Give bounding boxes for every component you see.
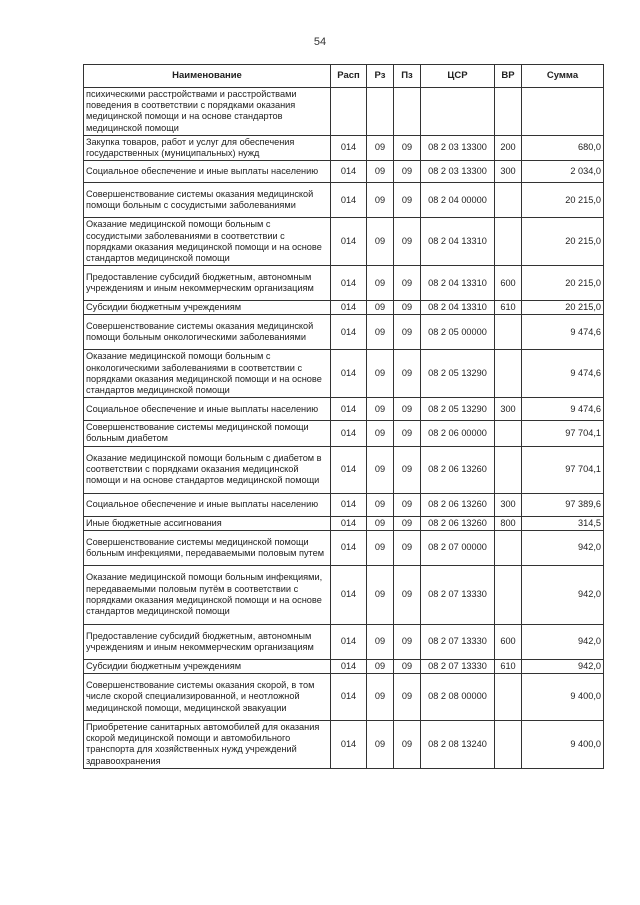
cell-name: Оказание медицинской помощи больным с сосудистыми заболеваниями в соответствии с порядками оказания медицинской помощи и на основе стандартов медицинской помощи [84, 218, 331, 266]
cell-pz: 09 [394, 565, 421, 624]
cell-rz: 09 [367, 721, 394, 769]
budget-table [83, 64, 604, 769]
cell-pz: 09 [394, 218, 421, 266]
cell-rz: 09 [367, 674, 394, 721]
cell-pz: 09 [394, 398, 421, 421]
cell-rasp: 014 [331, 135, 367, 160]
cell-pz: 09 [394, 493, 421, 516]
cell-name: Иные бюджетные ассигнования [84, 516, 331, 530]
cell-name: Предоставление субсидий бюджетным, автономным учреждениям и иным некоммерческим организациям [84, 266, 331, 301]
header-rasp: Расп [331, 65, 367, 88]
cell-sum: 20 215,0 [522, 266, 604, 301]
cell-csr: 08 2 08 00000 [421, 674, 495, 721]
cell-rz: 09 [367, 161, 394, 183]
header-name: Наименование [84, 65, 331, 88]
cell-pz: 09 [394, 161, 421, 183]
header-vr: ВР [495, 65, 522, 88]
table-row [84, 183, 604, 218]
cell-rasp: 014 [331, 161, 367, 183]
table-body [84, 88, 604, 769]
cell-csr: 08 2 06 13260 [421, 446, 495, 493]
table-row [84, 721, 604, 769]
cell-vr [495, 350, 522, 398]
cell-pz: 09 [394, 315, 421, 350]
cell-pz: 09 [394, 516, 421, 530]
cell-sum: 9 400,0 [522, 721, 604, 769]
cell-rasp: 014 [331, 721, 367, 769]
cell-name: Оказание медицинской помощи больным с диабетом в соответствии с порядками оказания медицинской помощи и на основе стандартов медицинской помощи [84, 446, 331, 493]
table-header-row [84, 65, 604, 88]
cell-name: Совершенствование системы медицинской помощи больным диабетом [84, 421, 331, 446]
cell-vr: 200 [495, 135, 522, 160]
cell-sum: 942,0 [522, 624, 604, 659]
cell-rz: 09 [367, 516, 394, 530]
cell-csr: 08 2 04 13310 [421, 266, 495, 301]
cell-pz: 09 [394, 624, 421, 659]
header-pz: Пз [394, 65, 421, 88]
cell-csr: 08 2 07 13330 [421, 624, 495, 659]
table-row [84, 135, 604, 160]
table-row [84, 516, 604, 530]
cell-rz: 09 [367, 350, 394, 398]
cell-pz: 09 [394, 659, 421, 673]
cell-pz: 09 [394, 135, 421, 160]
table-row [84, 266, 604, 301]
cell-pz: 09 [394, 183, 421, 218]
cell-rasp: 014 [331, 530, 367, 565]
cell-name: Субсидии бюджетным учреждениям [84, 659, 331, 673]
cell-sum: 9 400,0 [522, 674, 604, 721]
cell-name: психическими расстройствами и расстройствами поведения в соответствии с порядками оказания медицинской помощи и на основе стандартов медицинской помощи [84, 88, 331, 136]
table-row [84, 88, 604, 136]
cell-rasp: 014 [331, 301, 367, 315]
cell-vr [495, 530, 522, 565]
cell-rz: 09 [367, 301, 394, 315]
cell-rz: 09 [367, 565, 394, 624]
cell-rasp: 014 [331, 398, 367, 421]
cell-sum: 97 704,1 [522, 421, 604, 446]
cell-rasp: 014 [331, 516, 367, 530]
cell-csr: 08 2 08 13240 [421, 721, 495, 769]
cell-vr: 600 [495, 266, 522, 301]
cell-csr: 08 2 04 13310 [421, 218, 495, 266]
cell-rasp [331, 88, 367, 136]
cell-rz: 09 [367, 624, 394, 659]
cell-sum [522, 88, 604, 136]
cell-csr: 08 2 03 13300 [421, 161, 495, 183]
cell-pz: 09 [394, 266, 421, 301]
cell-name: Совершенствование системы оказания медицинской помощи больным онкологическими заболеваниями [84, 315, 331, 350]
table-row [84, 315, 604, 350]
cell-name: Субсидии бюджетным учреждениям [84, 301, 331, 315]
cell-name: Социальное обеспечение и иные выплаты населению [84, 493, 331, 516]
cell-rasp: 014 [331, 446, 367, 493]
cell-name: Социальное обеспечение и иные выплаты населению [84, 161, 331, 183]
cell-csr: 08 2 05 13290 [421, 398, 495, 421]
cell-rz: 09 [367, 446, 394, 493]
cell-csr: 08 2 04 13310 [421, 301, 495, 315]
cell-rz: 09 [367, 530, 394, 565]
cell-sum: 942,0 [522, 530, 604, 565]
cell-rasp: 014 [331, 421, 367, 446]
cell-name: Совершенствование системы оказания скорой, в том числе скорой специализированной, и неотложной медицинской помощи, медицинской эвакуации [84, 674, 331, 721]
cell-sum: 942,0 [522, 565, 604, 624]
cell-csr: 08 2 05 13290 [421, 350, 495, 398]
cell-pz: 09 [394, 350, 421, 398]
cell-vr [495, 565, 522, 624]
cell-rz: 09 [367, 266, 394, 301]
cell-vr [495, 315, 522, 350]
cell-pz: 09 [394, 721, 421, 769]
cell-sum: 97 704,1 [522, 446, 604, 493]
cell-sum: 97 389,6 [522, 493, 604, 516]
table-row [84, 350, 604, 398]
cell-vr: 600 [495, 624, 522, 659]
cell-csr: 08 2 03 13300 [421, 135, 495, 160]
cell-name: Оказание медицинской помощи больным инфекциями, передаваемыми половым путём в соответствии с порядками оказания медицинской помощи и на основе стандартов медицинской помощи [84, 565, 331, 624]
table-row [84, 398, 604, 421]
cell-vr: 300 [495, 398, 522, 421]
cell-vr: 610 [495, 659, 522, 673]
cell-vr [495, 88, 522, 136]
cell-sum: 2 034,0 [522, 161, 604, 183]
cell-vr [495, 446, 522, 493]
header-sum: Сумма [522, 65, 604, 88]
cell-rasp: 014 [331, 266, 367, 301]
page-number: 54 [313, 36, 327, 48]
cell-name: Приобретение санитарных автомобилей для оказания скорой медицинской помощи и автомобильного транспорта для хозяйственных нужд учреждений здравоохранения [84, 721, 331, 769]
cell-vr: 800 [495, 516, 522, 530]
header-csr: ЦСР [421, 65, 495, 88]
cell-sum: 20 215,0 [522, 183, 604, 218]
cell-rz: 09 [367, 659, 394, 673]
cell-sum: 9 474,6 [522, 398, 604, 421]
cell-rasp: 014 [331, 493, 367, 516]
cell-rz [367, 88, 394, 136]
table-row [84, 301, 604, 315]
cell-vr [495, 721, 522, 769]
cell-csr: 08 2 07 13330 [421, 659, 495, 673]
cell-vr: 610 [495, 301, 522, 315]
cell-rasp: 014 [331, 565, 367, 624]
cell-pz: 09 [394, 530, 421, 565]
table-row [84, 624, 604, 659]
cell-pz: 09 [394, 301, 421, 315]
cell-rz: 09 [367, 493, 394, 516]
cell-name: Закупка товаров, работ и услуг для обеспечения государственных (муниципальных) нужд [84, 135, 331, 160]
cell-rz: 09 [367, 398, 394, 421]
table-row [84, 530, 604, 565]
cell-csr: 08 2 07 00000 [421, 530, 495, 565]
cell-name: Социальное обеспечение и иные выплаты населению [84, 398, 331, 421]
cell-sum: 314,5 [522, 516, 604, 530]
cell-name: Оказание медицинской помощи больным с онкологическими заболеваниями в соответствии с порядками оказания медицинской помощи и на основе стандартов медицинской помощи [84, 350, 331, 398]
cell-vr [495, 218, 522, 266]
table-row [84, 421, 604, 446]
cell-sum: 9 474,6 [522, 315, 604, 350]
cell-vr [495, 421, 522, 446]
cell-rz: 09 [367, 183, 394, 218]
cell-sum: 942,0 [522, 659, 604, 673]
cell-csr: 08 2 06 00000 [421, 421, 495, 446]
cell-name: Совершенствование системы оказания медицинской помощи больным с сосудистыми заболеваниями [84, 183, 331, 218]
cell-rz: 09 [367, 315, 394, 350]
cell-name: Предоставление субсидий бюджетным, автономным учреждениям и иным некоммерческим организациям [84, 624, 331, 659]
cell-csr: 08 2 07 13330 [421, 565, 495, 624]
table-row [84, 161, 604, 183]
cell-rasp: 014 [331, 183, 367, 218]
cell-rz: 09 [367, 421, 394, 446]
cell-pz: 09 [394, 446, 421, 493]
cell-csr: 08 2 06 13260 [421, 493, 495, 516]
cell-name: Совершенствование системы медицинской помощи больным инфекциями, передаваемыми половым путем [84, 530, 331, 565]
cell-csr: 08 2 05 00000 [421, 315, 495, 350]
table-row [84, 565, 604, 624]
cell-rasp: 014 [331, 315, 367, 350]
cell-csr: 08 2 04 00000 [421, 183, 495, 218]
cell-sum: 20 215,0 [522, 301, 604, 315]
cell-rasp: 014 [331, 350, 367, 398]
cell-rasp: 014 [331, 674, 367, 721]
header-rz: Рз [367, 65, 394, 88]
cell-pz [394, 88, 421, 136]
table-row [84, 493, 604, 516]
cell-pz: 09 [394, 421, 421, 446]
cell-sum: 20 215,0 [522, 218, 604, 266]
cell-csr [421, 88, 495, 136]
cell-vr: 300 [495, 493, 522, 516]
cell-csr: 08 2 06 13260 [421, 516, 495, 530]
cell-rasp: 014 [331, 659, 367, 673]
cell-vr [495, 183, 522, 218]
cell-rasp: 014 [331, 624, 367, 659]
cell-rz: 09 [367, 135, 394, 160]
cell-rz: 09 [367, 218, 394, 266]
cell-sum: 9 474,6 [522, 350, 604, 398]
cell-sum: 680,0 [522, 135, 604, 160]
table-row [84, 674, 604, 721]
table-row [84, 446, 604, 493]
table-row [84, 218, 604, 266]
table-row [84, 659, 604, 673]
cell-vr [495, 674, 522, 721]
cell-vr: 300 [495, 161, 522, 183]
cell-rasp: 014 [331, 218, 367, 266]
cell-pz: 09 [394, 674, 421, 721]
